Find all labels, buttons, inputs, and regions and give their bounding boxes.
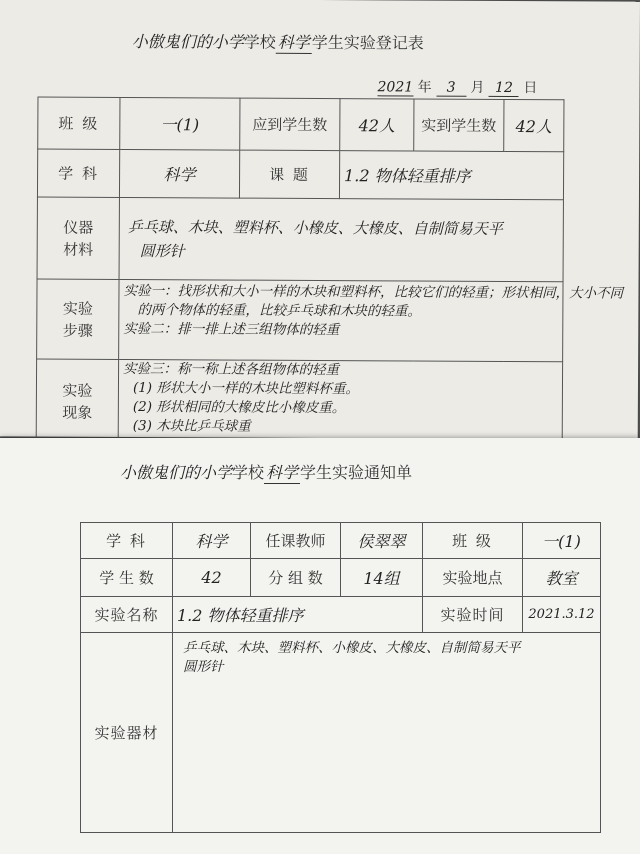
record-title-rest: 学生实验登记表 (311, 32, 424, 53)
record-phenomena-line: (2) 形状相同的大橡皮比小橡皮重。 (132, 399, 346, 417)
record-value-actual: 42人 (504, 99, 564, 151)
record-date-day-unit: 日 (523, 80, 538, 97)
record-label-subject: 学 科 (37, 149, 119, 197)
experiment-notice-sheet (0, 438, 640, 854)
notice-value-name: 1.2 物体轻重排序 (173, 597, 423, 633)
record-value-materials (119, 197, 563, 281)
record-value-steps (119, 279, 624, 361)
notice-row-3 (81, 597, 601, 633)
notice-equipment-line: 圆形针 (183, 659, 224, 675)
record-row-subject (37, 149, 563, 200)
notice-table (80, 522, 601, 833)
notice-label-count: 学 生 数 (81, 559, 173, 597)
record-label-class: 班 级 (38, 97, 120, 149)
record-label-materials (37, 197, 119, 279)
record-school-name: 小傲鬼们的小学 (131, 32, 244, 52)
notice-value-equipment (173, 633, 601, 833)
record-value-class: 一(1) (120, 97, 240, 150)
record-label-expected: 应到学生数 (240, 98, 340, 151)
notice-value-subject: 科学 (173, 523, 251, 559)
record-label-steps (37, 279, 119, 359)
record-date-month: 3 (436, 80, 466, 97)
notice-school-name: 小傲鬼们的小学 (120, 463, 233, 482)
record-label-materials-line1: 仪器 (63, 218, 94, 237)
record-label-steps-line1: 实验 (62, 299, 93, 318)
notice-form-title (120, 460, 412, 484)
notice-value-class: 一(1) (523, 523, 601, 559)
record-date-day: 12 (489, 80, 519, 97)
notice-label-equipment: 实验器材 (81, 633, 173, 833)
notice-label-name: 实验名称 (81, 597, 173, 633)
record-steps-line: 实验三：称一称上述各组物体的轻重 (123, 360, 340, 379)
record-row-materials (37, 197, 563, 282)
record-materials-line: 乒乓球、木块、塑料杯、小橡皮、大橡皮、自制简易天平 (127, 217, 503, 238)
notice-equipment-line: 乒乓球、木块、塑料杯、小橡皮、大橡皮、自制简易天平 (183, 640, 521, 656)
record-value-topic: 1.2 物体轻重排序 (339, 151, 563, 200)
notice-row-2 (81, 559, 601, 597)
record-row-class (38, 97, 564, 152)
record-date-year-unit: 年 (417, 79, 432, 96)
record-table (36, 97, 624, 447)
record-form-title (132, 29, 424, 55)
record-label-topic: 课 题 (239, 150, 339, 199)
record-row-steps (37, 279, 563, 362)
record-date (377, 76, 537, 97)
record-label-phenomena-line1: 实验 (62, 381, 93, 400)
record-row-phenomena (36, 359, 562, 446)
notice-label-subject: 学 科 (81, 523, 173, 559)
record-steps-line: 实验二：排一排上述三组物体的轻重 (123, 320, 340, 339)
notice-title-rest: 学生实验通知单 (300, 463, 413, 482)
record-value-expected: 42人 (340, 99, 414, 151)
notice-label-time: 实验时间 (423, 597, 523, 633)
notice-row-1 (81, 523, 601, 559)
notice-label-teacher: 任课教师 (251, 523, 341, 559)
notice-value-time: 2021.3.12 (523, 597, 601, 633)
record-phenomena-line: (3) 木块比乒乓球重 (132, 418, 251, 435)
record-label-steps-line2: 步骤 (62, 321, 93, 340)
record-value-phenomena (118, 359, 562, 445)
record-steps-line: 实验一：找形状和大小一样的木块和塑料杯，比较它们的轻重；形状相同，大小不同 (123, 282, 624, 302)
record-subject-underline: 科学 (276, 30, 312, 54)
notice-row-equipment (81, 633, 601, 833)
record-value-subject: 科学 (119, 149, 239, 198)
notice-value-count: 42 (173, 559, 251, 597)
record-label-phenomena (36, 359, 118, 443)
notice-school-suffix: 学校 (232, 463, 265, 482)
notice-label-groups: 分 组 数 (251, 559, 341, 597)
record-phenomena-line: (1) 形状大小一样的木块比塑料杯重。 (132, 380, 359, 398)
record-label-phenomena-line2: 现象 (62, 403, 93, 422)
record-date-month-unit: 月 (470, 79, 485, 96)
record-materials-line: 圆形针 (139, 241, 185, 260)
notice-value-groups: 14组 (341, 559, 423, 597)
notice-value-teacher: 侯翠翠 (341, 523, 423, 559)
notice-label-class: 班 级 (423, 523, 523, 559)
record-steps-line: 的两个物体的轻重，比较乒乓球和木块的轻重。 (137, 302, 421, 320)
notice-value-location: 教室 (523, 559, 601, 597)
notice-label-location: 实验地点 (423, 559, 523, 597)
record-label-materials-line2: 材料 (63, 240, 94, 259)
record-label-actual: 实到学生数 (414, 99, 504, 151)
notice-subject-underline: 科学 (264, 460, 300, 484)
record-school-suffix: 学校 (243, 32, 276, 52)
record-date-year: 2021 (377, 79, 414, 96)
